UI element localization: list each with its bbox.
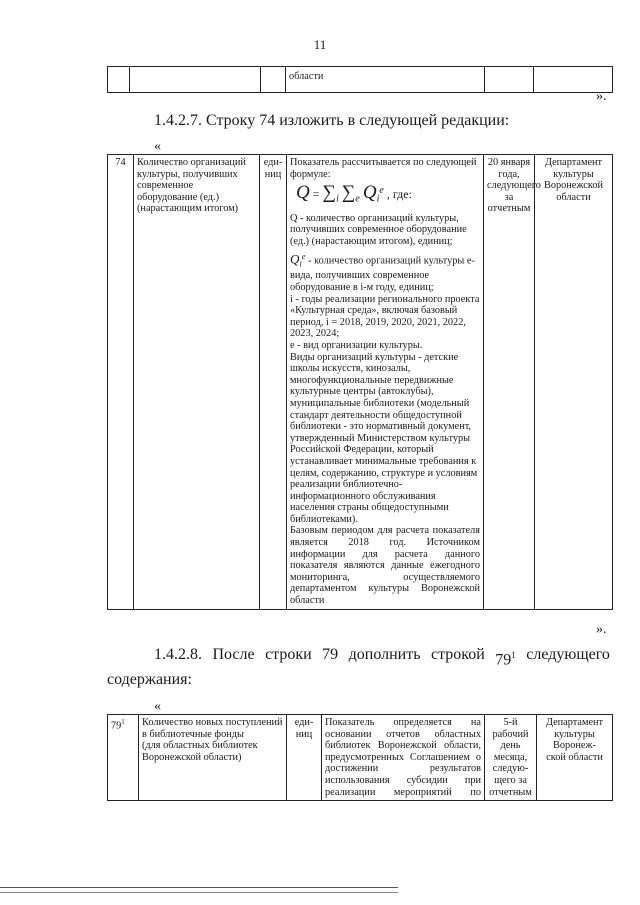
description-line: е - вид организации культуры. xyxy=(290,339,423,351)
description-line: устанавливает минимальные требования к xyxy=(290,455,477,467)
description-line: мониторинга, осуществляемого xyxy=(290,571,480,583)
description-line: департаментом культуры Воронежской xyxy=(290,583,480,595)
unit: еди- ниц xyxy=(287,715,322,801)
description-line: период, i = 2018, 2019, 2020, 2021, 2022, xyxy=(290,316,466,328)
description-line: области xyxy=(290,595,325,607)
formula-where: , где: xyxy=(386,187,412,202)
description-line: информационного обслуживания xyxy=(290,490,436,502)
indicator-description xyxy=(287,155,484,610)
section-heading-continuation: содержания: xyxy=(107,671,192,688)
description-line: Российской Федерации, который xyxy=(290,444,434,456)
description-lines-2 xyxy=(290,270,480,525)
description-line: библиотеками). xyxy=(290,513,358,525)
cell-empty xyxy=(261,67,286,93)
row-number: 74 xyxy=(108,155,134,610)
responsible-body: Департамент культуры Воронежской области xyxy=(535,155,613,610)
description-intro: Показатель рассчитывается по следующей формуле: xyxy=(290,157,477,180)
cell-empty xyxy=(485,67,534,93)
description-line: реализации мероприятий по xyxy=(325,786,481,798)
description-line: библиотек Воронежской области, xyxy=(325,740,481,752)
description-lines-1 xyxy=(290,213,480,248)
page-number: 11 xyxy=(313,37,327,52)
indicator-name: Количество организаций культуры, получивших современное оборудование (ед.) (нарастающим итогом) xyxy=(134,155,260,610)
table-row xyxy=(108,67,613,93)
table-fragment-top xyxy=(107,66,613,93)
heading-word: 79 xyxy=(322,646,339,663)
opening-quote: « xyxy=(154,139,161,154)
description-line: «Культурная среда», включая базовый xyxy=(290,305,458,317)
unit: еди- ниц xyxy=(260,155,287,610)
heading-word: строки xyxy=(265,646,312,663)
table-row xyxy=(108,155,613,610)
responsible-body: Департамент культуры Воронеж- ской области xyxy=(537,715,613,801)
description-line: (ед.) (нарастающим итогом), единиц; xyxy=(290,235,453,247)
description-line: Q - количество организаций культуры, xyxy=(290,212,459,224)
description-line: информации для расчета данного xyxy=(290,548,480,560)
cell-region: области xyxy=(286,67,485,93)
row-number-superscript: 1 xyxy=(121,718,125,726)
description-line: Виды организаций культуры - детские xyxy=(290,351,459,363)
description-line: школы искусств, кинозалы, xyxy=(290,363,411,375)
description-line: 2023, 2024; xyxy=(290,328,340,340)
description-line: населения страны общедоступными xyxy=(290,502,449,514)
description-justified xyxy=(290,525,480,606)
description-line: i - годы реализации регионального проекта xyxy=(290,293,480,305)
description-line: многофункциональные передвижные xyxy=(290,374,454,386)
heading-word: После xyxy=(212,646,255,663)
footer-rule xyxy=(0,892,398,893)
description-line: предусмотренных Соглашением о xyxy=(325,751,481,763)
heading-number: 79 xyxy=(495,651,512,669)
heading-word: строкой xyxy=(431,646,485,663)
deadline: 5-й рабочий день месяца, следую- щего за отчетным xyxy=(485,715,537,801)
description-line: оборудование в i-м году, единиц; xyxy=(290,282,434,294)
qie-suffix: - количество организаций культуры е- xyxy=(305,255,475,267)
indicator-name: Количество новых поступлений в библиотечные фонды (для областных библиотек Воронежской области) xyxy=(139,715,287,801)
cell-empty xyxy=(130,67,261,93)
footer-rule xyxy=(0,887,398,888)
closing-quote: ». xyxy=(596,89,607,104)
description-line: утвержденный Министерством культуры xyxy=(290,432,471,444)
description-line: культурные центры (автоклубы), xyxy=(290,386,434,398)
heading-word: дополнить xyxy=(348,646,421,663)
description-line: Базовым периодом для расчета показателя xyxy=(290,525,480,537)
description-line: Показатель определяется на xyxy=(325,717,481,728)
description-line: реализации библиотечно- xyxy=(290,479,403,491)
section-heading-1-4-2-8 xyxy=(154,645,610,670)
closing-quote: ». xyxy=(596,622,607,637)
qie-line: $Q_i^e$ - количество организаций культуры е- xyxy=(290,251,475,269)
table-row-79-1 xyxy=(107,714,613,801)
description-line: использования субсидии при xyxy=(325,774,481,786)
deadline: 20 января года, следующего за отчетным xyxy=(484,155,535,610)
row-number-value: 79 xyxy=(111,720,122,732)
opening-quote: « xyxy=(154,699,161,714)
description-line: вида, получивших современное xyxy=(290,270,430,282)
heading-word: 1.4.2.8. xyxy=(154,646,202,663)
description-line: библиотеки - это нормативный документ, xyxy=(290,421,471,433)
description-line: показателя являются данные ежегодного xyxy=(290,560,480,572)
table-row xyxy=(108,715,613,801)
formula: $Q = \sum_i$ $\sum_e$ $Q_i^e$ , где: xyxy=(296,182,412,205)
heading-word: следующего xyxy=(526,646,610,663)
description-line: является 2018 год. Источником xyxy=(290,537,480,549)
table-row-74 xyxy=(107,154,613,610)
section-heading-1-4-2-7: 1.4.2.7. Строку 74 изложить в следующей редакции: xyxy=(154,112,510,129)
indicator-description xyxy=(322,715,485,801)
heading-superscript: 1 xyxy=(511,650,516,660)
description-line: получивших современное оборудование xyxy=(290,224,467,236)
description-line: основании отчетов областных xyxy=(325,728,481,740)
description-line: стандарт деятельности общедоступной xyxy=(290,409,462,421)
description-line: целям, содержанию, структуре и условиям xyxy=(290,467,478,479)
heading-word xyxy=(495,645,516,670)
cell-empty xyxy=(108,67,130,93)
description-line: муниципальные библиотеки (модельный xyxy=(290,397,470,409)
description-line: достижении результатов xyxy=(325,763,481,775)
row-number xyxy=(108,715,139,801)
